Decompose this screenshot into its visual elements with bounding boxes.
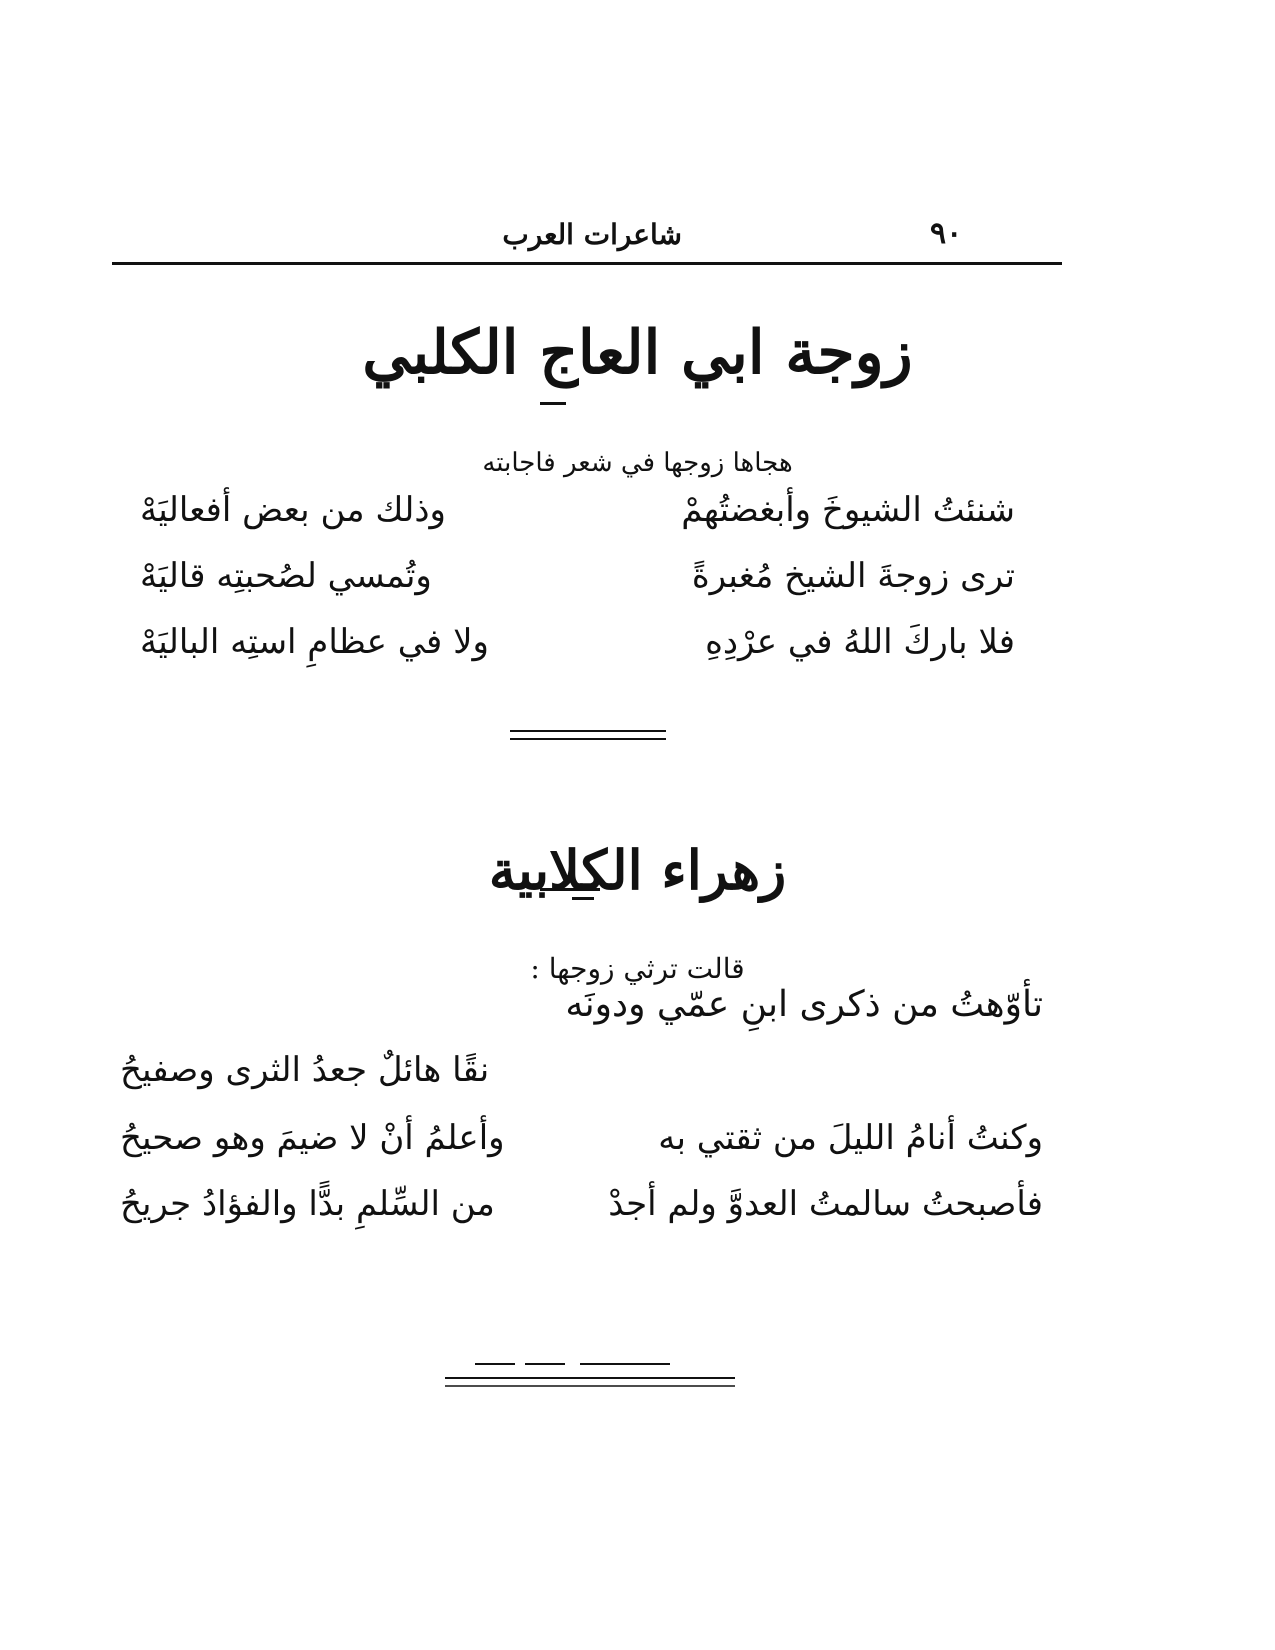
verse-second-hemistich: ولا في عظامِ استِه الباليَهْ	[140, 622, 489, 662]
section-title: زوجة ابي العاج الكلبي	[362, 318, 913, 388]
section-subtitle: هجاها زوجها في شعر فاجابته	[482, 448, 793, 478]
section-title: زهراء الكلابية	[488, 838, 787, 902]
title-dash	[540, 402, 566, 405]
verse-first-hemistich: وكنتُ أنامُ الليلَ من ثقتي به	[658, 1118, 1043, 1158]
verse-second-hemistich: وأعلمُ أنْ لا ضيمَ وهو صحيحُ	[120, 1118, 505, 1158]
page-number: ٩٠	[930, 216, 963, 251]
header-rule	[112, 262, 1062, 265]
verse-second-hemistich: من السِّلمِ بدًّا والفؤادُ جريحُ	[120, 1184, 495, 1224]
section-divider	[510, 730, 666, 740]
title-dash	[572, 897, 594, 900]
running-title: شاعرات العرب	[502, 218, 682, 251]
verse-second-hemistich: نقًا هائلٌ جعدُ الثرى وصفيحُ	[120, 1050, 490, 1090]
verse-second-hemistich: وتُمسي لصُحبتِه قاليَهْ	[140, 556, 432, 596]
verse-first-hemistich: ترى زوجةَ الشيخ مُغبرةً	[691, 556, 1015, 596]
end-ornament	[445, 1358, 755, 1394]
verse-first-hemistich: شنئتُ الشيوخَ وأبغضتُهمْ	[681, 490, 1015, 530]
title-dash	[540, 888, 600, 891]
page-header	[112, 212, 1062, 256]
verse-second-hemistich: وذلك من بعض أفعاليَهْ	[140, 490, 446, 530]
verse-first-hemistich: تأوّهتُ من ذكرى ابنِ عمّي ودونَه	[565, 984, 1043, 1025]
section-subtitle: قالت ترثي زوجها :	[530, 952, 745, 985]
verse-first-hemistich: فلا باركَ اللهُ في عرْدِهِ	[705, 622, 1015, 662]
verse-first-hemistich: فأصبحتُ سالمتُ العدوَّ ولم أجدْ	[608, 1184, 1043, 1224]
